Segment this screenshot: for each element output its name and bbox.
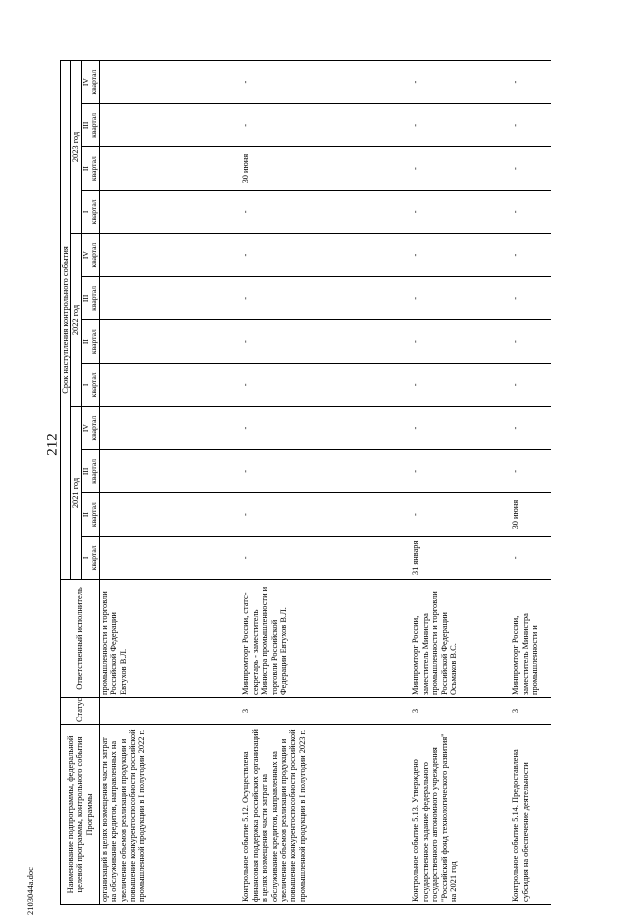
quarter-cell: - [511, 277, 551, 320]
header-deadline: Срок наступления контрольного события [61, 61, 71, 580]
header-year: 2023 год [71, 61, 81, 234]
header-quarter: I квартал [81, 536, 99, 579]
quarter-cell: - [511, 234, 551, 277]
quarter-cell [99, 147, 241, 190]
event-executor: Минпромторг России, статс-секретарь - заместитель Министра промышленности и торговли Российской Федерации Евтухов В.Л. [241, 580, 411, 698]
quarter-cell: 31 января [411, 536, 511, 579]
quarter-cell: - [511, 450, 551, 493]
quarter-cell: - [511, 104, 551, 147]
quarter-cell [99, 407, 241, 450]
header-executor: Ответственный исполнитель [61, 580, 100, 698]
header-quarter: IV квартал [81, 61, 99, 104]
quarter-cell: - [411, 104, 511, 147]
quarter-cell [99, 450, 241, 493]
header-quarter: I квартал [81, 190, 99, 233]
header-quarter: IV квартал [81, 407, 99, 450]
quarter-cell: - [511, 407, 551, 450]
header-name: Наименование подпрограммы, федеральной целевой программы, контрольного события Программы [61, 725, 100, 905]
event-executor: Минпромторг России, заместитель Министра промышленности и [511, 580, 551, 698]
quarter-cell: - [241, 407, 411, 450]
quarter-cell: - [411, 407, 511, 450]
header-quarter: II квартал [81, 493, 99, 536]
quarter-cell [99, 363, 241, 406]
quarter-cell: - [511, 363, 551, 406]
quarter-cell: - [241, 450, 411, 493]
quarter-cell: - [511, 536, 551, 579]
header-year: 2021 год [71, 407, 81, 580]
quarter-cell: - [411, 320, 511, 363]
quarter-cell: - [241, 277, 411, 320]
quarter-cell: - [511, 147, 551, 190]
quarter-cell: 30 июня [241, 147, 411, 190]
quarter-cell [99, 190, 241, 233]
event-status: 3 [511, 698, 551, 725]
event-status: 3 [241, 698, 411, 725]
quarter-cell: 30 июня [511, 493, 551, 536]
table-row [411, 61, 511, 905]
control-events-table [60, 60, 551, 905]
event-status: 3 [411, 698, 511, 725]
quarter-cell [99, 277, 241, 320]
header-year: 2022 год [71, 234, 81, 407]
quarter-cell [99, 61, 241, 104]
quarter-cell [99, 104, 241, 147]
quarter-cell: - [411, 61, 511, 104]
event-name: Контрольное событие 5.13. Утверждено государственное задание федерального государственного автономного учреждения "Российский фонд технологического развития" на 2021 год [411, 725, 511, 905]
quarter-cell: - [411, 277, 511, 320]
quarter-cell [99, 320, 241, 363]
header-quarter: II квартал [81, 147, 99, 190]
quarter-cell [99, 536, 241, 579]
quarter-cell: - [411, 363, 511, 406]
quarter-cell: - [511, 61, 551, 104]
header-quarter: I квартал [81, 363, 99, 406]
quarter-cell: - [241, 234, 411, 277]
quarter-cell: - [241, 104, 411, 147]
quarter-cell: - [241, 190, 411, 233]
quarter-cell: - [241, 61, 411, 104]
header-status: Статус [61, 698, 100, 725]
event-name: организаций в целях возмещения части затрат на обслуживание кредитов, направленных на увеличение объемов реализации продукции и повышение конкурентоспособности российской промышленной продукции в I полугодии 2022 г. [99, 725, 241, 905]
event-executor: Минпромторг России, заместитель Министра промышленности и торговли Российской Федерации Осьмаков В.С. [411, 580, 511, 698]
event-name: Контрольное событие 5.12. Осуществлена финансовая поддержка российских организаций в целях возмещения части затрат на обслуживание кредитов, направленных на увеличение объемов реализации продукции и повышение конкурентоспособности российской промышленной продукции в I полугодии 2023 г. [241, 725, 411, 905]
quarter-cell: - [511, 190, 551, 233]
page-number: 212 [44, 433, 61, 456]
quarter-cell: - [241, 493, 411, 536]
quarter-cell: - [241, 536, 411, 579]
quarter-cell: - [511, 320, 551, 363]
quarter-cell: - [411, 147, 511, 190]
header-quarter: III квартал [81, 450, 99, 493]
quarter-cell: - [411, 190, 511, 233]
header-quarter: II квартал [81, 320, 99, 363]
quarter-cell: - [241, 320, 411, 363]
quarter-cell: - [411, 493, 511, 536]
event-executor: промышленности и торговли Российской Федерации Евтухов В.Л. [99, 580, 241, 698]
event-name: Контрольное событие 5.14. Предоставлена субсидия на обеспечение деятельности [511, 725, 551, 905]
quarter-cell [99, 493, 241, 536]
quarter-cell: - [411, 234, 511, 277]
quarter-cell [99, 234, 241, 277]
rotated-page [60, 60, 620, 905]
table-row [99, 61, 241, 905]
header-quarter: III квартал [81, 104, 99, 147]
header-quarter: III квартал [81, 277, 99, 320]
footer-file-name: 2103044a.doc [25, 867, 35, 915]
event-status [99, 698, 241, 725]
quarter-cell: - [411, 450, 511, 493]
quarter-cell: - [241, 363, 411, 406]
table-row [241, 61, 411, 905]
header-quarter: IV квартал [81, 234, 99, 277]
table-row [511, 61, 551, 905]
